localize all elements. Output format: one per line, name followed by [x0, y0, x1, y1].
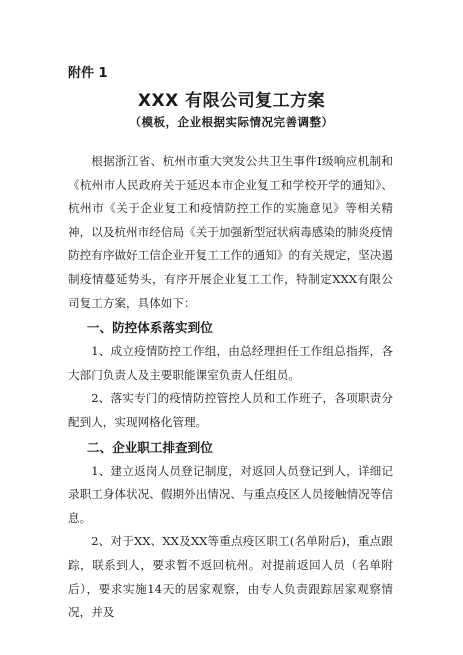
- document-subtitle: （模板，企业根据实际情况完善调整）: [129, 115, 334, 129]
- document-body: [68, 150, 393, 625]
- attachment-label: 附件 1: [68, 66, 108, 81]
- section-item: 1、建立返岗人员登记制度，对返回人员登记到人，详细记录职工身体状况、假期外出情况、与重点疫区人员接触情况等信息。: [68, 463, 393, 525]
- section-item: 2、对于XX、XX及XX等重点疫区职工(名单附后)，重点跟踪，联系到人，要求暂不返回杭州。对提前返回人员（名单附后），要求实施14天的居家观察，由专人负责跟踪居家观察情况，并及: [68, 534, 393, 620]
- intro-paragraph: 根据浙江省、杭州市重大突发公共卫生事件Ⅰ级响应机制和《杭州市人民政府关于延迟本市企业复工和学校开学的通知》、杭州市《关于企业复工和疫情防控工作的实施意见》等相关精神，以及杭州市经信局《关于加强新型冠状病毒感染的肺炎疫情防控有序做好工信企业开复工工作的通知》的有关规定，坚决遏制疫情蔓延势头，有序开展企业复工工作，特制定XXX有限公司复工方案，具体如下：: [68, 154, 393, 310]
- section-heading: 二、企业职工排查到位: [86, 439, 213, 455]
- document-title: XXX 有限公司复工方案: [137, 91, 326, 111]
- section-heading: 一、防控体系落实到位: [86, 320, 213, 336]
- section-item: 1、成立疫情防控工作组，由总经理担任工作组总指挥，各大部门负责人及主要职能课室负责人任组员。: [68, 344, 393, 382]
- section-item: 2、落实专门的疫情防控管控人员和工作班子，各项职责分配到人，实现网格化管理。: [68, 391, 393, 429]
